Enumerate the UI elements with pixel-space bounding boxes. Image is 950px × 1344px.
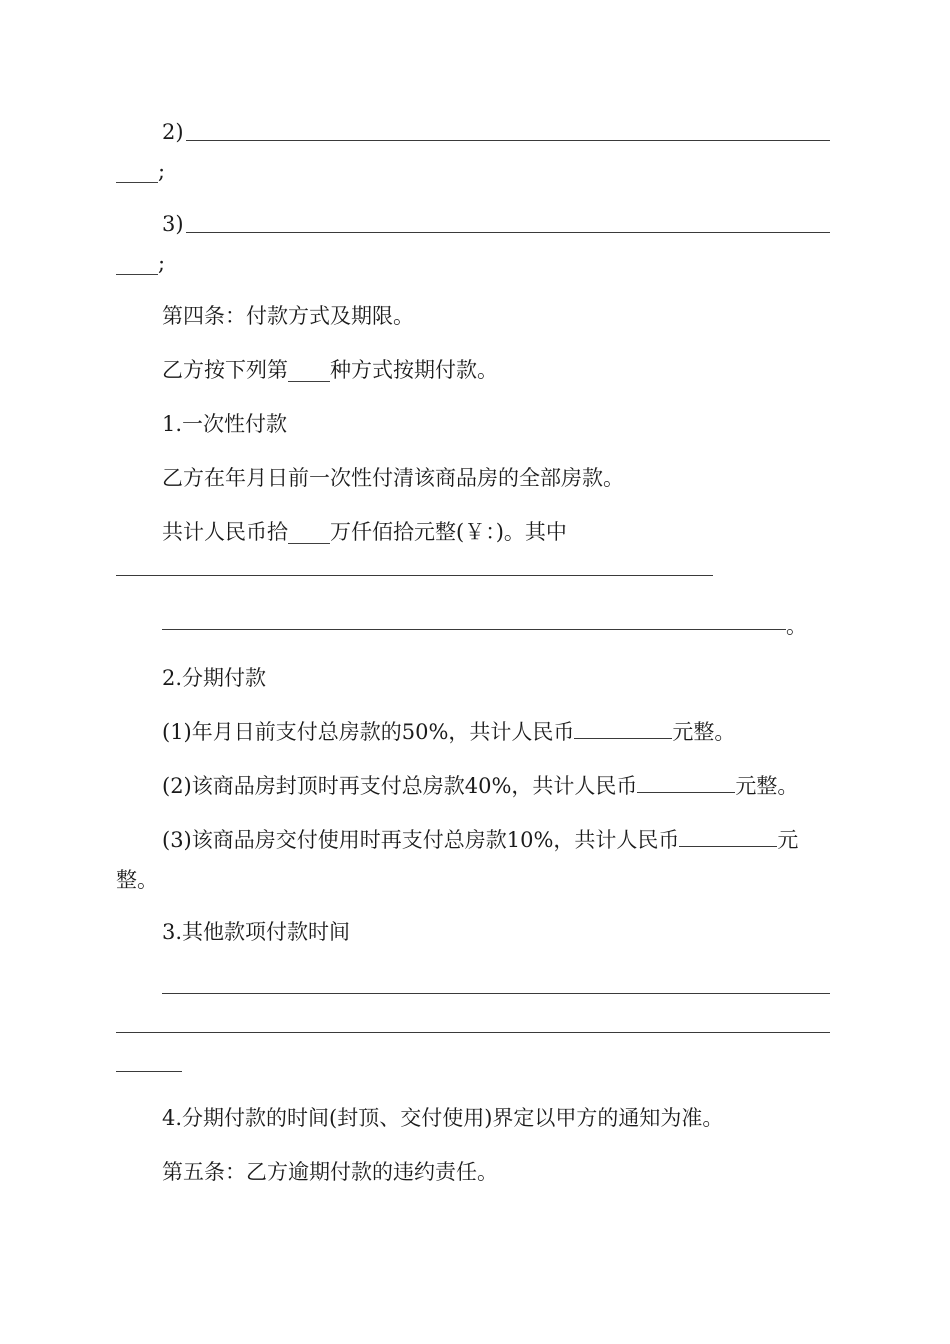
installment-3 (162, 826, 798, 854)
option-1-description: 乙方在年月日前一次性付清该商品房的全部房款。 (162, 466, 624, 490)
payment-method-select: 乙方按下列第____种方式按期付款。 (162, 358, 498, 382)
item-3-blank-line (186, 232, 830, 233)
option-1-heading: 1.一次性付款 (162, 412, 288, 436)
installment-1-suffix: 元整。 (672, 720, 736, 744)
option-1-total: 共计人民币拾____万仟佰拾元整(￥：)。其中 (162, 520, 567, 544)
installment-1-text: (1)年月日前支付总房款的50%，共计人民币 (162, 720, 575, 744)
article-4-heading: 第四条：付款方式及期限。 (162, 304, 414, 328)
installment-3-suffix: 元 (777, 828, 799, 852)
note-4: 4.分期付款的时间(封顶、交付使用)界定以甲方的通知为准。 (162, 1106, 724, 1130)
option-1-end-mark: 。 (786, 614, 807, 638)
option-2-heading: 2.分期付款 (162, 666, 267, 690)
option-3-heading: 3.其他款项付款时间 (162, 920, 351, 944)
option-3-blank-line-2 (116, 1032, 830, 1033)
installment-1-blank (574, 718, 672, 739)
option-1-blank-line-1 (116, 575, 713, 576)
installment-3-continuation: 整。 (116, 868, 158, 892)
installment-2-suffix: 元整。 (735, 774, 799, 798)
item-2-prefix: 2) (162, 120, 184, 144)
item-3-tail: ____; (116, 251, 166, 275)
installment-1 (162, 718, 735, 746)
installment-3-blank (679, 826, 777, 847)
installment-2 (162, 772, 798, 800)
item-3-prefix: 3) (162, 212, 184, 236)
item-2-blank-line (186, 140, 830, 141)
installment-2-blank (637, 772, 735, 793)
installment-3-text: (3)该商品房交付使用时再支付总房款10%，共计人民币 (162, 828, 680, 852)
installment-2-text: (2)该商品房封顶时再支付总房款40%，共计人民币 (162, 774, 638, 798)
article-5-heading: 第五条：乙方逾期付款的违约责任。 (162, 1160, 498, 1184)
item-2-tail: ____; (116, 159, 166, 183)
option-3-blank-line-3 (116, 1071, 182, 1072)
option-1-blank-line-2 (162, 629, 786, 630)
option-3-blank-line-1 (162, 993, 830, 994)
